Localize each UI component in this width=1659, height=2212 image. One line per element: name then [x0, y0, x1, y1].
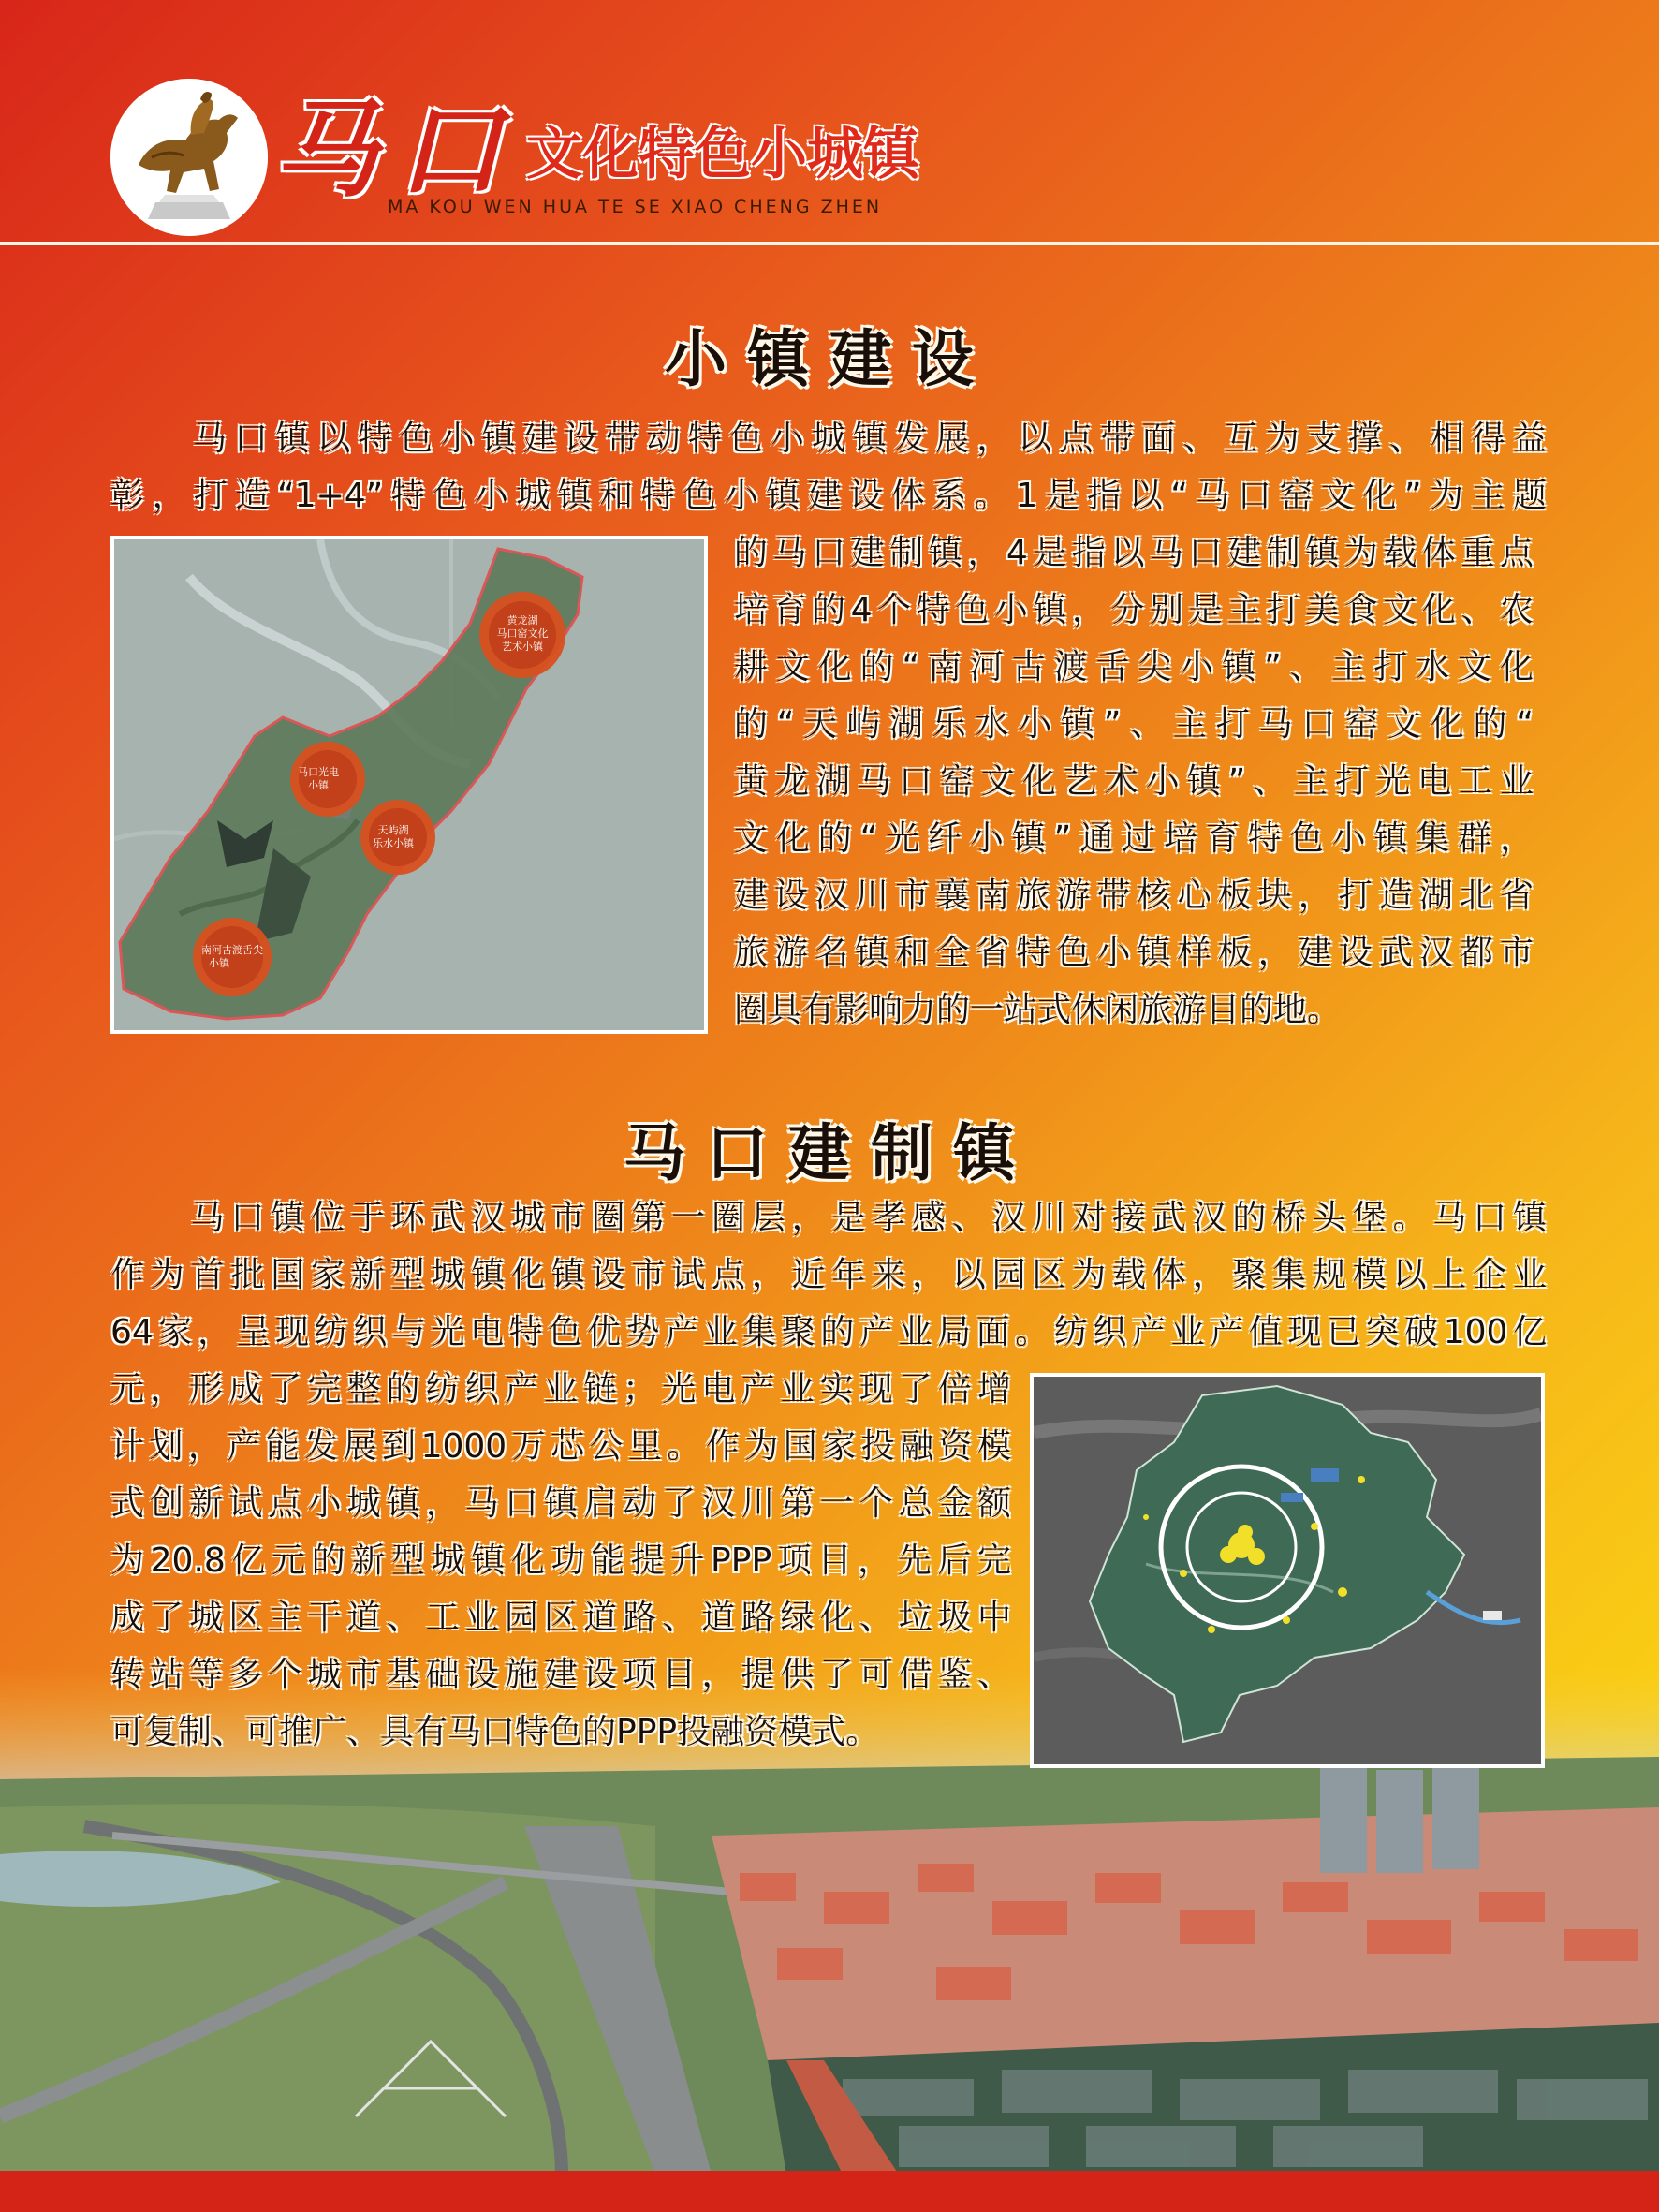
paragraph-line: 文化的“光纤小镇”通过培育特色小镇集群， — [734, 819, 1534, 858]
map-label: 乐水小镇 — [373, 837, 414, 849]
map-label: 马口光电 — [298, 766, 339, 778]
brand-pinyin: MA KOU WEN HUA TE SE XIAO CHENG ZHEN — [388, 197, 883, 217]
footer-bar — [0, 2171, 1659, 2212]
paragraph-line: 元，形成了完整的纺织产业链；光电产业实现了倍增 — [110, 1370, 1011, 1408]
paragraph-line: 64家，呈现纺织与光电特色优势产业集聚的产业局面。纺织产业产值现已突破100亿 — [110, 1313, 1547, 1351]
paragraph-line: 马口镇以特色小镇建设带动特色小城镇发展，以点带面、互为支撑、相得益 — [110, 420, 1547, 458]
map-label: 黄龙湖 — [507, 614, 538, 627]
logo — [110, 79, 268, 236]
paragraph-line: 可复制、可推广、具有马口特色的PPP投融资模式。 — [110, 1713, 880, 1751]
brand-subtitle: 文化特色小城镇 — [526, 122, 919, 187]
paragraph-line: 作为首批国家新型城镇化镇设市试点，近年来，以园区为载体，聚集规模以上企业 — [110, 1256, 1547, 1294]
section-title-makou-town: 马口建制镇 — [624, 1116, 1035, 1189]
section2-paragraph-side — [110, 1361, 1011, 1761]
paragraph-line: 彰，打造“1+4”特色小城镇和特色小镇建设体系。1是指以“马口窑文化”为主题 — [110, 477, 1547, 515]
paragraph-line: 建设汉川市襄南旅游带核心板块，打造湖北省 — [734, 877, 1534, 915]
section-title-town-construction: 小镇建设 — [665, 322, 994, 395]
map-label: 小镇 — [308, 779, 329, 791]
paragraph-line: 的“天屿湖乐水小镇”、主打马口窑文化的“ — [734, 705, 1534, 744]
town-marker-nanhe — [193, 918, 272, 996]
paragraph-line: 马口镇位于环武汉城市圈第一圈层，是孝感、汉川对接武汉的桥头堡。马口镇 — [110, 1199, 1547, 1237]
brand-main-title: 马口 — [273, 89, 521, 212]
town-plan-satellite-map — [110, 536, 708, 1034]
town-marker-tianyu — [360, 800, 435, 875]
paragraph-line: 计划，产能发展到1000万芯公里。作为国家投融资模 — [110, 1427, 1011, 1466]
map-label: 艺术小镇 — [502, 641, 543, 653]
paragraph-line: 圈具有影响力的一站式休闲旅游目的地。 — [734, 991, 1342, 1029]
map-label: 小镇 — [209, 957, 229, 969]
paragraph-line: 耕文化的“南河古渡舌尖小镇”、主打水文化 — [734, 648, 1534, 686]
paragraph-line: 黄龙湖马口窑文化艺术小镇”、主打光电工业 — [734, 762, 1534, 801]
header-divider — [0, 242, 1659, 245]
map-label: 南河古渡舌尖 — [201, 944, 263, 956]
horse-rider-statue-icon — [110, 79, 268, 236]
map-label: 天屿湖 — [377, 824, 409, 836]
section2-paragraph-top — [110, 1189, 1547, 1361]
paragraph-line: 式创新试点小城镇，马口镇启动了汉川第一个总金额 — [110, 1484, 1011, 1523]
section1-paragraph-side — [734, 524, 1534, 1039]
paragraph-line: 旅游名镇和全省特色小镇样板，建设武汉都市 — [734, 934, 1534, 972]
paragraph-line: 培育的4个特色小镇，分别是主打美食文化、农 — [734, 591, 1534, 629]
town-marker-guangdian — [290, 742, 365, 817]
header — [0, 0, 1659, 245]
paragraph-line: 的马口建制镇，4是指以马口建制镇为载体重点 — [734, 534, 1534, 572]
paragraph-line: 转站等多个城市基础设施建设项目，提供了可借鉴、 — [110, 1656, 1011, 1694]
section1-paragraph-top — [110, 410, 1547, 524]
map-label: 马口窑文化 — [496, 627, 549, 640]
town-region-map — [1030, 1373, 1545, 1768]
town-marker-huanglong — [479, 592, 565, 678]
paragraph-line: 成了城区主干道、工业园区道路、道路绿化、垃圾中 — [110, 1599, 1011, 1637]
paragraph-line: 为20.8亿元的新型城镇化功能提升PPP项目，先后完 — [110, 1541, 1011, 1580]
